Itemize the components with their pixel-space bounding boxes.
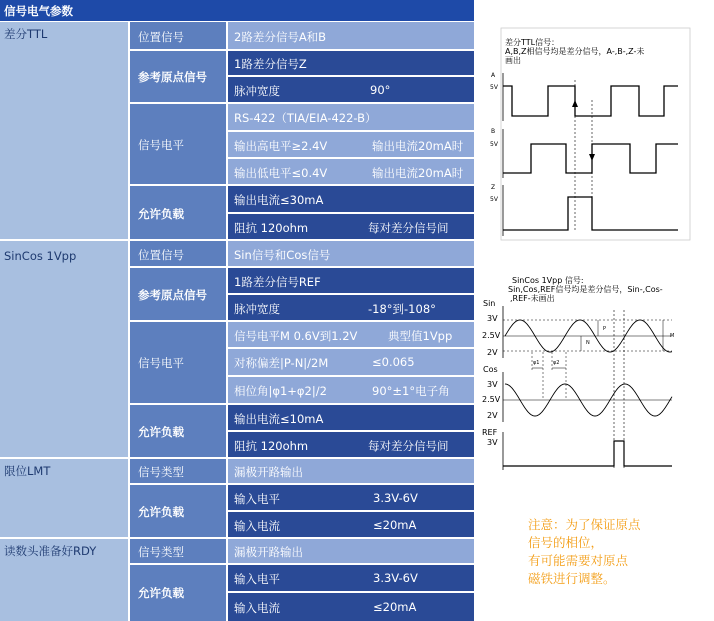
- sc-level-phase: 相位角|φ1+φ2|/2 90°±1°电子角: [228, 377, 474, 403]
- rdy-type-value: 漏极开路输出: [228, 539, 474, 563]
- svg-text:3V: 3V: [487, 314, 498, 323]
- ttl-load-current: 输出电流≤30mA: [228, 186, 474, 212]
- sc-caption-2: Sin,Cos,REF信号均是差分信号，Sin-,Cos-: [508, 285, 663, 294]
- ttl-pos-label: 位置信号: [130, 22, 226, 49]
- svg-text:φ2: φ2: [553, 360, 560, 366]
- lmt-type-value: 漏极开路输出: [228, 459, 474, 483]
- svg-text:φ1: φ1: [533, 360, 540, 366]
- sc-caption-1: SinCos 1Vpp 信号:: [512, 276, 584, 285]
- lmt-type-label: 信号类型: [130, 459, 226, 483]
- ttl-load-label: 允许负载: [130, 186, 226, 239]
- table-title-bar: [0, 0, 474, 21]
- ttl-level-high: 输出高电平≥2.4V 输出电流20mA时: [228, 132, 474, 157]
- lmt-load-label: 允许负载: [130, 485, 226, 537]
- ttl-pos-value: 2路差分信号A和B: [228, 22, 474, 49]
- svg-text:B: B: [491, 128, 496, 135]
- sc-load-current: 输出电流≤10mA: [228, 405, 474, 430]
- cos-waveform: [482, 365, 672, 422]
- section-rdy-label: 读数头准备好RDY: [4, 544, 97, 558]
- sc-level-symmetry: 对称偏差|P-N|/2M ≤0.065: [228, 349, 474, 375]
- sc-load-label: 允许负载: [130, 405, 226, 457]
- svg-text:REF: REF: [482, 428, 498, 437]
- table-title: 信号电气参数: [4, 4, 73, 18]
- ttl-level-label: 信号电平: [130, 104, 226, 184]
- svg-text:3V: 3V: [487, 380, 498, 389]
- ttl-caption-3: 画出: [505, 56, 521, 65]
- section-lmt-label: 限位LMT: [4, 464, 51, 478]
- ttl-ref-pulse-width: 脉冲宽度 90°: [228, 77, 474, 102]
- sc-load-impedance: 阻抗 120ohm 每对差分信号间: [228, 432, 474, 457]
- svg-text:5V: 5V: [490, 141, 498, 148]
- ttl-load-impedance: 阻抗 120ohm 每对差分信号间: [228, 214, 474, 239]
- phase-note: 注意：为了保证原点 信号的相位， 有可能需要对原点 磁铁进行调整。: [528, 517, 641, 586]
- section-ttl: [0, 22, 128, 239]
- sc-ref-pulse-width: 脉冲宽度 -18°到-108°: [228, 295, 474, 320]
- ttl-ref-label: 参考原点信号: [130, 51, 226, 102]
- sc-level-label: 信号电平: [130, 322, 226, 403]
- svg-text:Cos: Cos: [483, 365, 498, 374]
- ref-waveform: [482, 428, 672, 470]
- svg-text:2.5V: 2.5V: [482, 395, 501, 404]
- ttl-caption-1: 差分TTL信号：: [505, 38, 560, 47]
- svg-text:P: P: [603, 326, 607, 332]
- lmt-input-level: 输入电平 3.3V-6V: [228, 485, 474, 510]
- rdy-load-label: 允许负载: [130, 565, 226, 621]
- section-ttl-label: 差分TTL: [4, 27, 48, 41]
- sc-level-amplitude: 信号电平M 0.6V到1.2V 典型值1Vpp: [228, 322, 474, 347]
- lmt-input-current: 输入电流 ≤20mA: [228, 512, 474, 537]
- rdy-input-level: 输入电平 3.3V-6V: [228, 565, 474, 591]
- svg-text:5V: 5V: [490, 84, 498, 91]
- ttl-level-low: 输出低电平≤0.4V 输出电流20mA时: [228, 159, 474, 184]
- svg-text:2V: 2V: [487, 348, 498, 357]
- svg-text:Sin: Sin: [483, 299, 496, 308]
- sin-waveform: [482, 299, 674, 358]
- sc-caption-3: ,REF-未画出: [510, 294, 555, 303]
- svg-text:M: M: [670, 333, 675, 339]
- svg-text:N: N: [586, 340, 590, 346]
- svg-text:Z: Z: [491, 184, 496, 191]
- ttl-level-standard: RS-422（TIA/EIA-422-B）: [228, 104, 474, 130]
- section-rdy: [0, 539, 128, 621]
- rdy-type-label: 信号类型: [130, 539, 226, 563]
- svg-text:2V: 2V: [487, 411, 498, 420]
- sc-pos-value: Sin信号和Cos信号: [228, 241, 474, 266]
- section-lmt: [0, 459, 128, 537]
- svg-text:3V: 3V: [487, 438, 498, 447]
- svg-text:2.5V: 2.5V: [482, 331, 501, 340]
- svg-text:A: A: [491, 72, 496, 79]
- sc-pos-label: 位置信号: [130, 241, 226, 266]
- phi-annotation: [532, 352, 566, 400]
- svg-text:5V: 5V: [490, 196, 498, 203]
- sc-ref-label: 参考原点信号: [130, 268, 226, 320]
- ttl-caption-2: A,B,Z相信号均是差分信号，A-,B-,Z-未: [505, 47, 645, 56]
- section-sincos-label: SinCos 1Vpp: [4, 249, 77, 263]
- ttl-ref-value: 1路差分信号Z: [228, 51, 474, 75]
- section-sincos: [0, 241, 128, 457]
- sc-ref-value: 1路差分信号REF: [228, 268, 474, 293]
- ttl-diagram-frame: [501, 28, 690, 240]
- rdy-input-current: 输入电流 ≤20mA: [228, 593, 474, 621]
